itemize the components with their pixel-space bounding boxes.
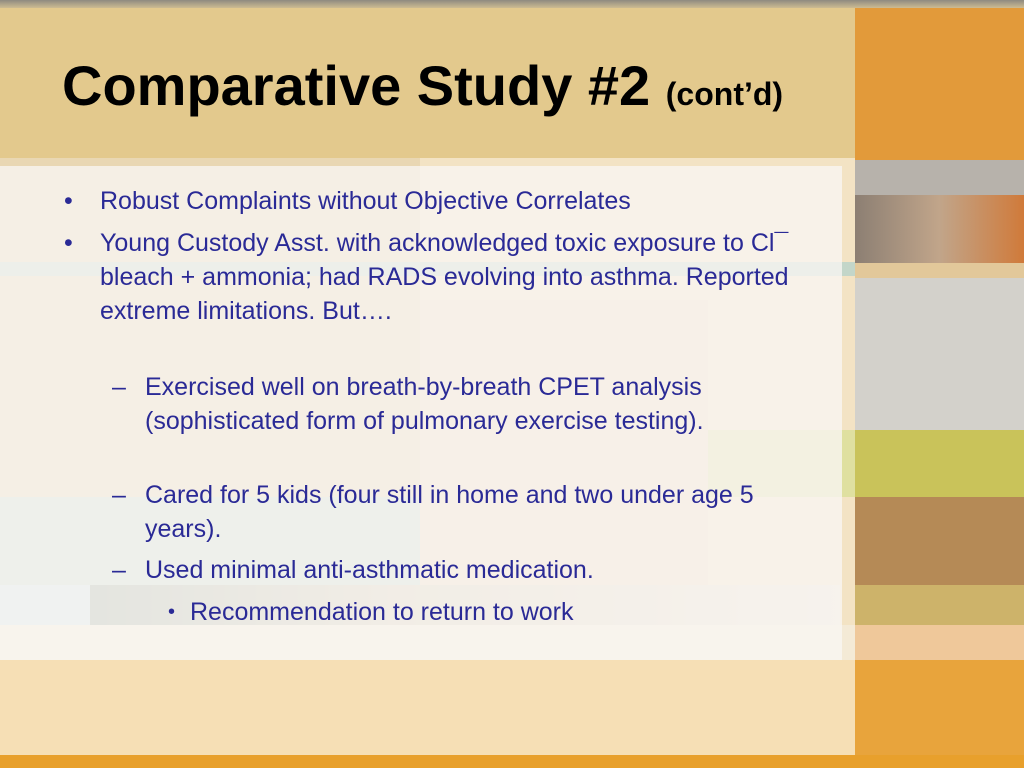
bullet-marker: • [168,601,176,623]
background-right-peach-block [855,625,1024,660]
background-right-lime-block [855,430,1024,497]
dash-marker: – [112,556,126,584]
bullet-text: Young Custody Asst. with acknowledged toxic exposure to Cl¯ bleach + ammonia; had RADS evolving into asthma. Reported extreme limitations. But…. [100,229,789,325]
background-peach-block [0,660,855,768]
background-light-gray-block [855,278,1024,430]
bullet-marker: • [64,229,73,257]
bullet-marker: • [64,187,73,215]
slide-title-main: Comparative Study #2 [62,54,651,117]
background-bottom-orange-block [855,660,1024,760]
background-khaki-block [855,585,1024,625]
slide-title-suffix: (cont’d) [665,76,784,112]
dash-marker: – [112,481,126,509]
dash-marker: – [112,373,126,401]
background-brown-block [855,497,1024,585]
sub-bullet-text: Exercised well on breath-by-breath CPET analysis (sophisticated form of pulmonary exercise testing). [145,373,704,435]
background-globe-photo [855,195,1024,263]
background-orange-block [855,0,1024,160]
background-top-edge [0,0,1024,8]
background-bottom-bar [0,755,1024,768]
background-gray-block [855,160,1024,195]
bullet-text: Robust Complaints without Objective Correlates [100,187,631,215]
third-level-bullet-text: Recommendation to return to work [190,598,574,626]
background-sand-strip [855,263,1024,278]
sub-bullet-text: Cared for 5 kids (four still in home and two under age 5 years). [145,481,754,543]
sub-bullet-text: Used minimal anti-asthmatic medication. [145,556,594,584]
slide-title [62,54,784,117]
